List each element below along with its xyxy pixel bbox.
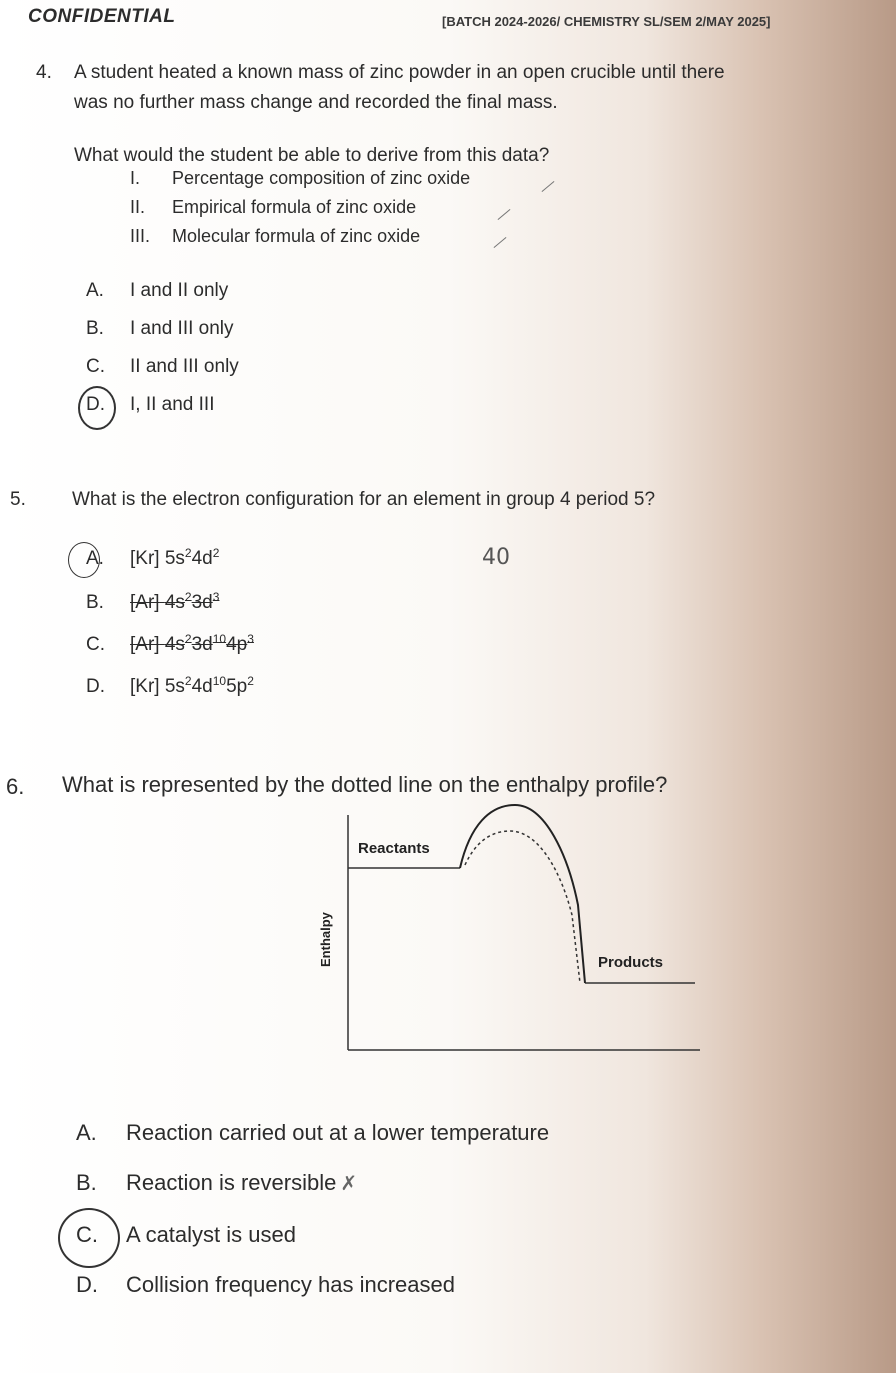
q5-option-a[interactable]: A. [Kr] $5s^24d^2$ xyxy=(86,546,220,569)
q6-option-a[interactable]: A. Reaction carried out at a lower temperature xyxy=(76,1120,550,1145)
q5-text: What is the electron configuration for an element in group 4 period 5? xyxy=(72,489,656,510)
cross-mark-icon: ✗ xyxy=(340,1173,358,1195)
q6-option-b[interactable]: B. Reaction is reversible ✗ xyxy=(76,1170,358,1195)
q4-option-a[interactable]: A. I and II only xyxy=(86,280,229,301)
answer-circle-icon xyxy=(78,386,116,430)
handwritten-note: 40 xyxy=(482,545,510,570)
q4-prompt: What would the student be able to derive from this data? xyxy=(74,145,550,166)
check-mark-icon xyxy=(542,181,555,192)
solid-curve xyxy=(460,805,585,983)
q4-number: 4. xyxy=(36,62,52,83)
enthalpy-axis-label: Enthalpy xyxy=(318,912,333,967)
answer-circle-icon xyxy=(58,1208,120,1268)
q6-option-c[interactable]: C. A catalyst is used xyxy=(76,1222,296,1247)
q4-statement-3: Molecular formula of zinc oxide xyxy=(172,226,421,246)
q5-number: 5. xyxy=(10,489,26,510)
q6-text: What is represented by the dotted line on the enthalpy profile? xyxy=(62,772,668,797)
q4-statement-1-num: I. xyxy=(130,168,141,188)
q4-statement-3-num: III. xyxy=(130,226,151,246)
q4-statement-2-num: II. xyxy=(130,197,146,217)
q5-option-b[interactable]: B. [Ar] $4s^23d^3$ xyxy=(86,590,220,613)
q5-option-d[interactable]: D. [Kr] $5s^24d^{10}5p^2$ xyxy=(86,674,254,697)
q4-option-c[interactable]: C. II and III only xyxy=(86,356,239,377)
q5-option-c[interactable]: C. [Ar] $4s^23d^{10}4p^3$ xyxy=(86,632,254,655)
products-label: Products xyxy=(598,954,664,971)
q4-statement-2: Empirical formula of zinc oxide xyxy=(172,197,417,217)
q4-statement-1: Percentage composition of zinc oxide xyxy=(172,168,471,188)
q6-option-d[interactable]: D. Collision frequency has increased xyxy=(76,1272,455,1297)
enthalpy-profile-diagram xyxy=(300,795,710,1070)
batch-header: [BATCH 2024-2026/ CHEMISTRY SL/SEM 2/MAY 2025] xyxy=(442,14,771,29)
answer-circle-icon xyxy=(68,542,100,578)
reactants-label: Reactants xyxy=(358,840,430,857)
q6-number: 6. xyxy=(6,774,25,799)
q4-option-b[interactable]: B. I and III only xyxy=(86,318,234,339)
check-mark-icon xyxy=(498,209,511,220)
q4-text-line2: was no further mass change and recorded the final mass. xyxy=(74,92,558,113)
q4-option-d[interactable]: D. I, II and III xyxy=(86,394,215,415)
check-mark-icon xyxy=(494,237,507,248)
q4-text-line1: A student heated a known mass of zinc powder in an open crucible until there xyxy=(74,62,725,83)
confidential-label: CONFIDENTIAL xyxy=(28,6,176,27)
